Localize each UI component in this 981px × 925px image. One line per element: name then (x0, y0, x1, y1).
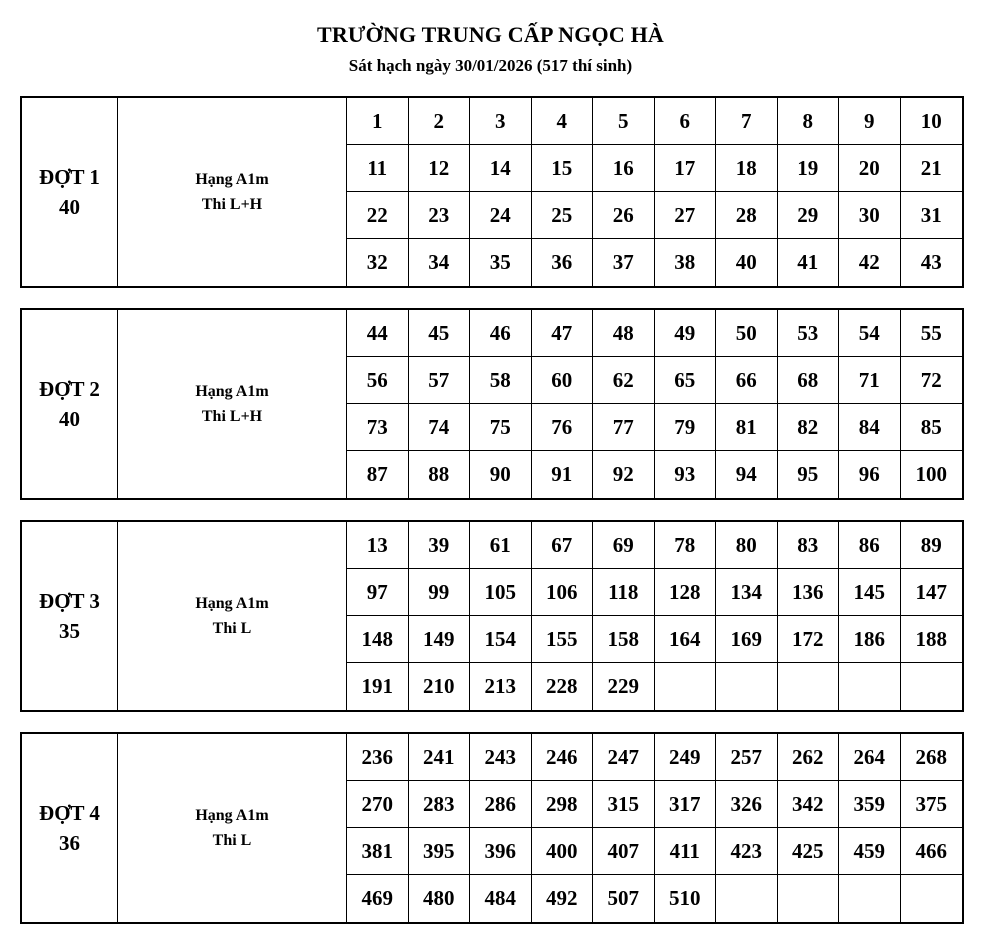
session-count: 40 (59, 195, 80, 219)
candidate-number-cell: 315 (593, 781, 655, 828)
page-title: TRƯỜNG TRUNG CẤP NGỌC HÀ (316, 22, 665, 47)
candidate-number-cell: 34 (409, 239, 471, 286)
candidate-number-cell: 262 (778, 734, 840, 781)
candidate-number-cell: 213 (470, 663, 532, 710)
candidate-number-cell: 85 (901, 404, 963, 451)
candidate-number-cell: 55 (901, 310, 963, 357)
candidate-number-cell: 47 (532, 310, 594, 357)
candidate-number-cell: 246 (532, 734, 594, 781)
candidate-number-cell: 19 (778, 145, 840, 192)
candidate-number-cell: 27 (655, 192, 717, 239)
candidate-number-cell: 164 (655, 616, 717, 663)
candidate-number-cell: 188 (901, 616, 963, 663)
candidate-number-cell: 510 (655, 875, 717, 922)
candidate-number-cell: 149 (409, 616, 471, 663)
candidate-number-cell: 75 (470, 404, 532, 451)
candidate-number-cell: 56 (347, 357, 409, 404)
candidate-number-cell: 94 (716, 451, 778, 498)
candidate-number-cell (778, 663, 840, 710)
candidate-number-cell: 5 (593, 98, 655, 145)
candidate-number-cell: 71 (839, 357, 901, 404)
candidate-number-cell (778, 875, 840, 922)
candidate-number-cell: 81 (716, 404, 778, 451)
candidate-number-cell: 68 (778, 357, 840, 404)
candidate-number-cell: 32 (347, 239, 409, 286)
exam-type: Thi L (212, 620, 252, 637)
license-class: Hạng A1m (195, 383, 269, 400)
candidate-number-cell (839, 663, 901, 710)
candidate-number-cell: 283 (409, 781, 471, 828)
candidate-number-cell: 100 (915, 462, 947, 486)
session-name: ĐỢT 2 (39, 377, 100, 401)
license-class-cell (118, 734, 347, 922)
candidate-number-cell: 145 (839, 569, 901, 616)
candidate-number-cell: 105 (470, 569, 532, 616)
session-block (20, 96, 964, 288)
candidate-number-cell: 60 (532, 357, 594, 404)
candidate-number-cell: 48 (593, 310, 655, 357)
candidate-number-cell: 67 (532, 522, 594, 569)
candidate-number-cell: 37 (593, 239, 655, 286)
candidate-number-cell (655, 663, 717, 710)
candidate-number-cell: 106 (532, 569, 594, 616)
candidate-number-grid (347, 522, 962, 710)
candidate-number-cell: 92 (593, 451, 655, 498)
candidate-number-cell: 136 (778, 569, 840, 616)
candidate-number-cell: 6 (655, 98, 717, 145)
license-class-cell (118, 98, 347, 286)
candidate-number-cell (716, 875, 778, 922)
candidate-number-cell: 359 (839, 781, 901, 828)
candidate-number-cell: 99 (409, 569, 471, 616)
candidate-number-cell: 7 (716, 98, 778, 145)
candidate-number-cell: 243 (470, 734, 532, 781)
candidate-number-cell: 342 (778, 781, 840, 828)
candidate-number-cell: 62 (593, 357, 655, 404)
candidate-number-cell: 400 (532, 828, 594, 875)
candidate-number-grid (347, 98, 962, 286)
candidate-number-cell: 236 (347, 734, 409, 781)
candidate-number-cell: 61 (470, 522, 532, 569)
candidate-number-cell: 93 (655, 451, 717, 498)
candidate-number-cell: 10 (901, 98, 963, 145)
candidate-number-cell: 17 (655, 145, 717, 192)
candidate-number-cell: 375 (901, 781, 963, 828)
candidate-number-cell: 29 (778, 192, 840, 239)
candidate-number-cell: 38 (655, 239, 717, 286)
candidate-number-cell: 18 (716, 145, 778, 192)
session-name: ĐỢT 4 (39, 801, 100, 825)
candidate-number-cell: 466 (901, 828, 963, 875)
candidate-number-cell: 91 (532, 451, 594, 498)
candidate-number-cell: 317 (655, 781, 717, 828)
candidate-number-cell: 395 (409, 828, 471, 875)
candidate-number-cell: 155 (532, 616, 594, 663)
candidate-number-cell: 77 (593, 404, 655, 451)
candidate-number-cell: 35 (470, 239, 532, 286)
candidate-number-cell: 76 (532, 404, 594, 451)
candidate-number-cell: 257 (716, 734, 778, 781)
candidate-number-cell (901, 663, 963, 710)
candidate-number-cell: 407 (593, 828, 655, 875)
candidate-number-cell: 45 (409, 310, 471, 357)
candidate-number-cell: 4 (532, 98, 594, 145)
candidate-number-grid (347, 734, 962, 922)
candidate-number-cell: 247 (593, 734, 655, 781)
candidate-number-cell: 87 (347, 451, 409, 498)
candidate-number-cell: 469 (347, 875, 409, 922)
candidate-number-cell: 49 (655, 310, 717, 357)
candidate-number-cell: 1 (347, 98, 409, 145)
candidate-number-cell: 95 (778, 451, 840, 498)
license-class-cell (118, 310, 347, 498)
candidate-number-cell: 425 (778, 828, 840, 875)
candidate-number-cell: 21 (901, 145, 963, 192)
candidate-number-cell: 74 (409, 404, 471, 451)
candidate-number-cell: 268 (901, 734, 963, 781)
candidate-number-cell: 423 (716, 828, 778, 875)
candidate-number-cell: 89 (901, 522, 963, 569)
session-block (20, 732, 964, 924)
candidate-number-cell: 73 (347, 404, 409, 451)
candidate-number-cell: 90 (470, 451, 532, 498)
session-block (20, 520, 964, 712)
candidate-number-cell: 86 (839, 522, 901, 569)
candidate-number-cell: 186 (839, 616, 901, 663)
candidate-number-cell: 72 (901, 357, 963, 404)
session-count: 40 (59, 407, 80, 431)
candidate-number-cell: 43 (920, 250, 942, 274)
candidate-number-cell: 172 (778, 616, 840, 663)
candidate-number-cell (839, 875, 901, 922)
candidate-number-cell: 396 (470, 828, 532, 875)
candidate-number-cell: 80 (716, 522, 778, 569)
candidate-number-cell: 42 (839, 239, 901, 286)
candidate-number-cell: 84 (839, 404, 901, 451)
candidate-number-cell: 128 (655, 569, 717, 616)
candidate-number-cell: 484 (470, 875, 532, 922)
candidate-number-cell: 54 (839, 310, 901, 357)
candidate-number-cell: 298 (532, 781, 594, 828)
candidate-number-cell: 480 (409, 875, 471, 922)
candidate-number-cell: 53 (778, 310, 840, 357)
session-label-cell (22, 734, 118, 922)
candidate-number-cell: 2 (409, 98, 471, 145)
license-class: Hạng A1m (195, 171, 269, 188)
session-label-cell (22, 310, 118, 498)
candidate-number-cell: 46 (470, 310, 532, 357)
candidate-number-cell: 22 (347, 192, 409, 239)
candidate-number-cell: 82 (778, 404, 840, 451)
candidate-number-cell: 148 (347, 616, 409, 663)
candidate-number-cell: 11 (347, 145, 409, 192)
candidate-number-cell: 14 (470, 145, 532, 192)
candidate-number-cell: 41 (778, 239, 840, 286)
candidate-number-cell: 13 (347, 522, 409, 569)
candidate-number-cell: 264 (839, 734, 901, 781)
candidate-number-cell: 44 (347, 310, 409, 357)
candidate-number-cell: 286 (470, 781, 532, 828)
candidate-number-cell (716, 663, 778, 710)
session-count: 36 (59, 831, 80, 855)
candidate-number-cell: 15 (532, 145, 594, 192)
candidate-number-cell: 16 (593, 145, 655, 192)
candidate-number-cell: 3 (470, 98, 532, 145)
candidate-number-cell: 40 (716, 239, 778, 286)
candidate-number-cell: 26 (593, 192, 655, 239)
candidate-number-cell: 69 (593, 522, 655, 569)
candidate-number-cell: 31 (901, 192, 963, 239)
session-count: 35 (59, 619, 80, 643)
candidate-number-cell: 154 (470, 616, 532, 663)
exam-type: Thi L (212, 832, 252, 849)
candidate-number-cell: 241 (409, 734, 471, 781)
candidate-number-cell: 28 (716, 192, 778, 239)
license-class-cell (118, 522, 347, 710)
candidate-number-cell: 78 (655, 522, 717, 569)
candidate-number-cell: 24 (470, 192, 532, 239)
candidate-number-cell: 83 (778, 522, 840, 569)
candidate-number-cell: 191 (347, 663, 409, 710)
candidate-number-cell: 249 (655, 734, 717, 781)
candidate-number-cell: 134 (716, 569, 778, 616)
candidate-number-cell: 66 (716, 357, 778, 404)
session-name: ĐỢT 1 (39, 165, 100, 189)
session-name: ĐỢT 3 (39, 589, 100, 613)
candidate-number-cell: 96 (839, 451, 901, 498)
candidate-number-cell: 36 (532, 239, 594, 286)
candidate-number-cell: 79 (655, 404, 717, 451)
candidate-number-cell: 20 (839, 145, 901, 192)
candidate-number-cell: 147 (901, 569, 963, 616)
candidate-number-cell: 459 (839, 828, 901, 875)
session-label-cell (22, 522, 118, 710)
candidate-number-cell: 39 (409, 522, 471, 569)
candidate-number-cell: 270 (347, 781, 409, 828)
exam-type: Thi L+H (201, 196, 263, 213)
candidate-number-cell: 507 (593, 875, 655, 922)
candidate-number-cell: 50 (716, 310, 778, 357)
candidate-number-cell: 228 (532, 663, 594, 710)
candidate-number-cell: 25 (532, 192, 594, 239)
candidate-number-cell: 12 (409, 145, 471, 192)
candidate-number-cell: 229 (593, 663, 655, 710)
candidate-number-cell: 88 (409, 451, 471, 498)
candidate-number-cell: 23 (409, 192, 471, 239)
candidate-number-cell: 411 (655, 828, 717, 875)
candidate-number-cell: 8 (778, 98, 840, 145)
candidate-number-cell: 169 (716, 616, 778, 663)
candidate-number-cell: 65 (655, 357, 717, 404)
session-block (20, 308, 964, 500)
candidate-number-cell: 492 (532, 875, 594, 922)
candidate-number-cell: 9 (839, 98, 901, 145)
candidate-number-cell: 57 (409, 357, 471, 404)
candidate-number-cell: 118 (593, 569, 655, 616)
candidate-number-cell: 30 (839, 192, 901, 239)
candidate-number-cell: 381 (347, 828, 409, 875)
candidate-number-cell: 97 (347, 569, 409, 616)
candidate-number-cell (901, 875, 963, 922)
session-label-cell (22, 98, 118, 286)
candidate-number-cell: 58 (470, 357, 532, 404)
exam-type: Thi L+H (201, 408, 263, 425)
license-class: Hạng A1m (195, 595, 269, 612)
candidate-number-cell: 158 (593, 616, 655, 663)
candidate-number-grid (347, 310, 962, 498)
candidate-number-cell: 210 (409, 663, 471, 710)
candidate-number-cell: 326 (716, 781, 778, 828)
license-class: Hạng A1m (195, 807, 269, 824)
page-subtitle: Sát hạch ngày 30/01/2026 (517 thí sinh) (348, 56, 633, 75)
